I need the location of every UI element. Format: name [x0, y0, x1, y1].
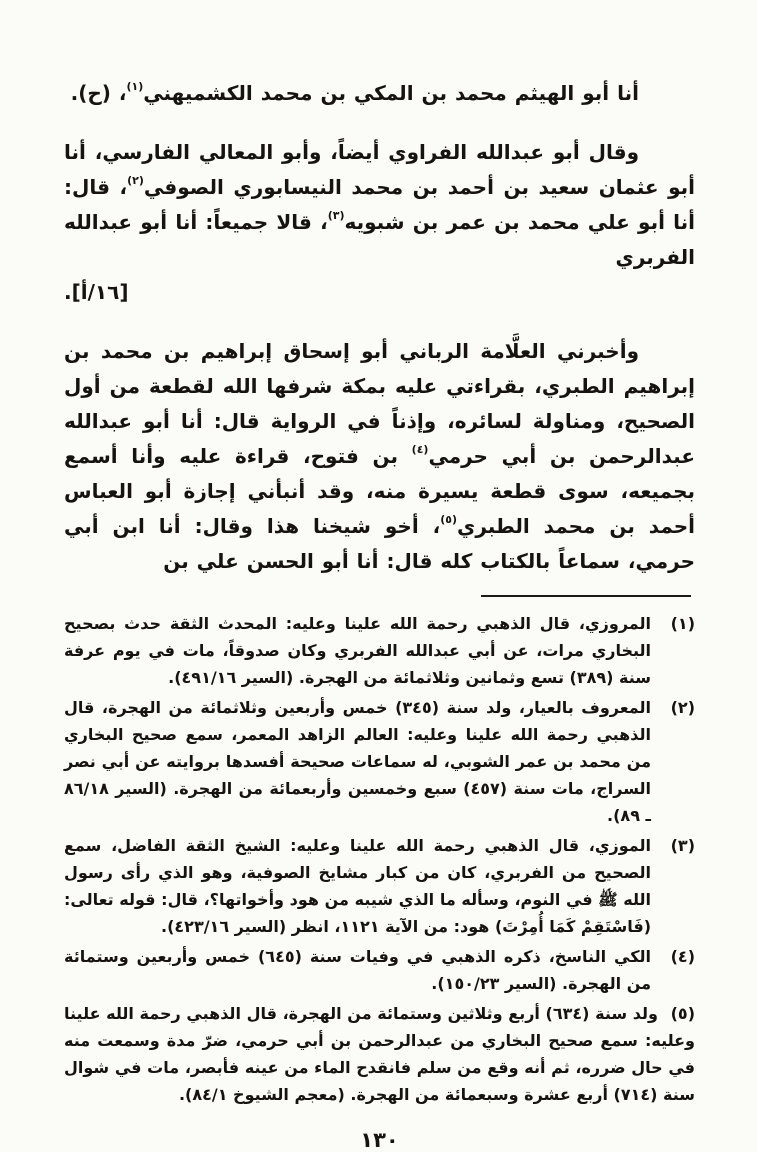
footnote-divider: [481, 595, 691, 597]
footnote-number: (١): [670, 614, 695, 633]
main-paragraph: [64, 334, 695, 579]
text-run: ، قالا جميعاً: أنا أبو عبدالله الفربري: [64, 210, 695, 269]
footnote-marker: (٣): [327, 209, 345, 223]
footnote-marker: (٥): [440, 513, 457, 527]
footnote-text: المعروف بالعيار، ولد سنة (٣٤٥) خمس وأربعين وثلاثمائة من الهجرة، قال الذهبي رحمة الله علينا وعليه: العالم الزاهد المعمر، سمع صحيح البخاري من محمد بن عمر الشوبي، له سماعات صحيحة أفسدها بروايته عن أبي نصر السراج، مات سنة (٤٥٧) سبع وخمسين وأربعمائة من الهجرة. (السير ٨٦/١٨ ـ ٨٩).: [64, 698, 652, 825]
footnote-marker: (١): [126, 80, 144, 94]
footnote: [64, 1000, 695, 1108]
folio-reference: [١٦/أ].: [64, 280, 129, 304]
footnote: [64, 694, 695, 829]
text-run: وقال أبو عبدالله الفراوي أيضاً، وأبو المعالي الفارسي، أنا أبو عثمان سعيد بن أحمد بن محمد النيسابوري الصوفي: [64, 140, 695, 199]
main-paragraph: [64, 135, 695, 275]
page-number: ١٣٠: [360, 1128, 399, 1152]
main-text: [64, 76, 695, 579]
footnote: [64, 610, 695, 691]
footnote: [64, 832, 695, 940]
text-run: ، أخو شيخنا هذا وقال: أنا ابن أبي حرمي، سماعاً بالكتاب كله قال: أنا أبو الحسن علي بن: [64, 514, 695, 573]
paragraph-group: [64, 334, 695, 579]
text-run: أنا أبو الهيثم محمد بن المكي بن محمد الكشميهني: [143, 81, 639, 105]
footnote-text: ولد سنة (٦٣٤) أربع وثلاثين وستمائة من الهجرة، قال الذهبي رحمة الله علينا وعليه: سمع صحيح البخاري من عبدالرحمن بن أبي حرمي، ضرّ مدة وسمعت منه في حال ضرره، ثم أنه وقع من سلم فانقدح الماء من عينه فأبصر، مات في شوال سنة (٧١٤) أربع عشرة وسبعمائة من الهجرة. (معجم الشيوخ ٨٤/١).: [64, 1004, 695, 1104]
footnote-text: الكي الناسخ، ذكره الذهبي في وفيات سنة (٦٤٥) خمس وأربعين وستمائة من الهجرة. (السير ١٥٠/٢٣).: [64, 947, 652, 993]
footnote-number: (٥): [670, 1004, 695, 1023]
footnote-marker: (٤): [411, 443, 429, 457]
footnote-number: (٣): [670, 836, 695, 855]
paragraph-group: [64, 135, 695, 310]
footnote-number: (٢): [670, 698, 695, 717]
main-paragraph: [64, 76, 695, 111]
footnote-text: الموزي، قال الذهبي رحمة الله علينا وعليه: الشيخ الثقة الفاضل، سمع الصحيح من الفربري، كان من كبار مشايخ الصوفية، وهو الذي رأى رسول الله ﷺ في النوم، وسأله ما الذي شيبه من هود وأخواتها؟، قال: قوله تعالى: (فَاسْتَقِمْ كَمَا أُمِرْتَ) هود: من الآية ١١٢١، انظر (السير ٤٢٣/١٦).: [64, 836, 651, 936]
text-run: وأخبرني العلَّامة الرباني أبو إسحاق إبراهيم بن محمد بن إبراهيم الطبري، بقراءتي عليه بمكة شرفها الله لقطعة من أول الصحيح، ومناولة لسائره، وإذناً في الرواية قال: أنا أبو عبدالله عبدالرحمن بن أبي حرمي: [64, 339, 695, 468]
text-run: ، (ح).: [70, 81, 127, 105]
footnote-marker: (٢): [127, 174, 144, 188]
footnote: [64, 943, 695, 997]
footnote-text: المروزي، قال الذهبي رحمة الله علينا وعليه: المحدث الثقة حدث بصحيح البخاري مرات، عن أبي عبدالله الفربري وكان صدوقاً، مات في يوم عرفة سنة (٣٨٩) تسع وثمانين وثلاثمائة من الهجرة. (السير ٤٩١/١٦).: [64, 614, 651, 687]
paragraph-group: [64, 76, 695, 111]
text-run: ، قال: أنا أبو علي محمد بن عمر بن شبويه: [64, 175, 696, 234]
footnotes: [64, 610, 695, 1108]
text-run: بن فتوح، قراءة عليه وأنا أسمع بجميعه، سوى قطعة يسيرة منه، وقد أنبأني إجازة أبو العباس أحمد بن محمد الطبري: [64, 444, 695, 538]
footnote-number: (٤): [670, 947, 695, 966]
